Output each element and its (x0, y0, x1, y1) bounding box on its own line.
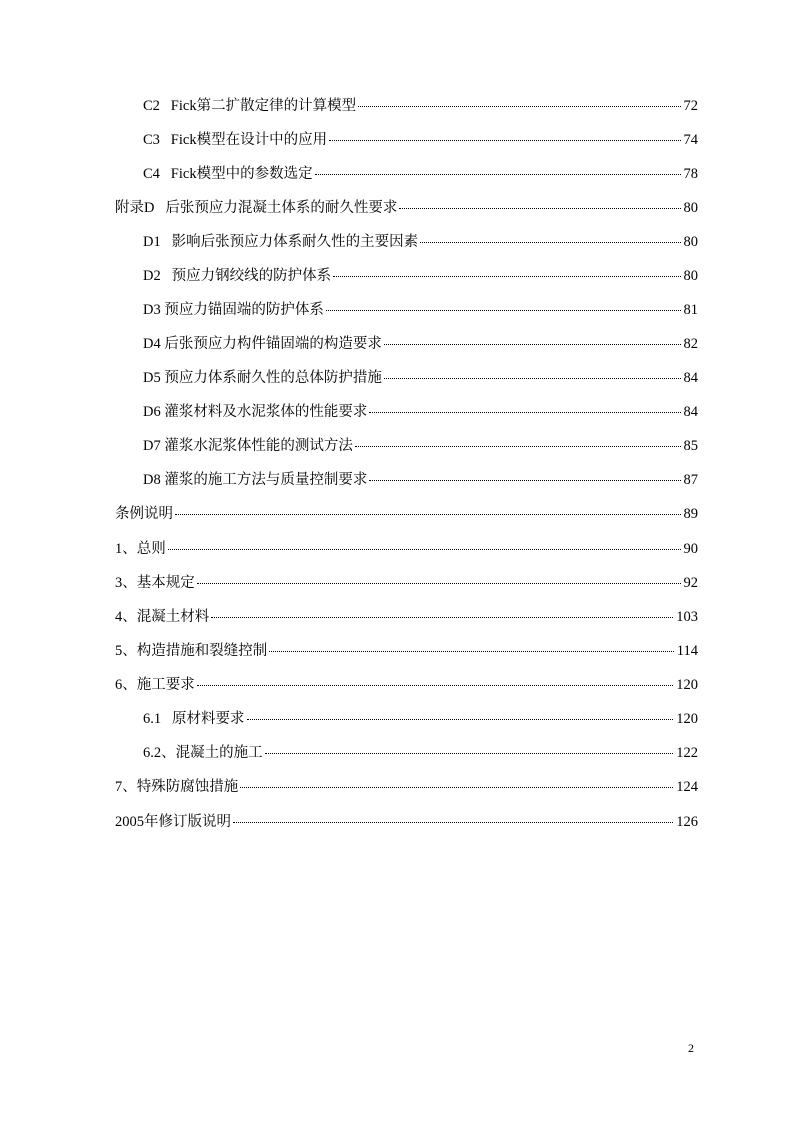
toc-entry-label: 1、总则 (115, 541, 166, 557)
toc-entry-2005-revision[interactable] (115, 813, 698, 831)
toc-leader-dots (369, 412, 680, 413)
toc-entry-label: 6.1 原材料要求 (143, 711, 245, 727)
toc-leader-dots (358, 106, 680, 107)
toc-entry-label: 2005年修订版说明 (115, 814, 231, 830)
toc-entry-c3[interactable] (143, 131, 698, 149)
toc-entry-label: C2 Fick第二扩散定律的计算模型 (143, 98, 357, 114)
toc-leader-dots (265, 753, 674, 754)
toc-entry-label: D2 预应力钢绞线的防护体系 (143, 268, 332, 284)
toc-entry-label: 7、特殊防腐蚀措施 (115, 779, 239, 795)
toc-entry-page: 120 (676, 711, 698, 727)
toc-entry-raw-materials[interactable] (143, 710, 698, 728)
toc-leader-dots (240, 787, 673, 788)
toc-entry-label: D4 后张预应力构件锚固端的构造要求 (143, 336, 382, 352)
toc-leader-dots (211, 617, 673, 618)
toc-entry-c2[interactable] (143, 97, 698, 115)
toc-entry-page: 80 (683, 234, 698, 250)
toc-leader-dots (197, 685, 674, 686)
toc-entry-page: 82 (683, 336, 698, 352)
toc-leader-dots (197, 583, 681, 584)
toc-entry-page: 81 (683, 302, 698, 318)
toc-leader-dots (175, 514, 681, 515)
toc-entry-page: 80 (683, 268, 698, 284)
toc-entry-d6[interactable] (143, 403, 698, 421)
toc-leader-dots (247, 719, 674, 720)
toc-leader-dots (233, 822, 673, 823)
toc-entry-page: 103 (676, 609, 698, 625)
toc-entry-page: 87 (683, 472, 698, 488)
toc-leader-dots (420, 242, 680, 243)
toc-entry-page: 89 (683, 506, 698, 522)
toc-leader-dots (355, 446, 681, 447)
toc-entry-c4[interactable] (143, 165, 698, 183)
toc-leader-dots (384, 378, 681, 379)
toc-entry-basic-rules[interactable] (115, 574, 698, 592)
toc-entry-label: 4、混凝土材料 (115, 609, 210, 625)
toc-entry-page: 126 (676, 814, 698, 830)
page-number: 2 (688, 1041, 694, 1055)
toc-entry-label: C4 Fick模型中的参数选定 (143, 166, 313, 182)
toc-entry-page: 72 (683, 98, 698, 114)
toc-entry-explanation[interactable] (115, 505, 698, 523)
toc-entry-page: 74 (683, 132, 698, 148)
toc-entry-page: 84 (683, 404, 698, 420)
toc-entry-page: 80 (683, 200, 698, 216)
toc-entry-d3[interactable] (143, 301, 698, 319)
toc-entry-label: D3 预应力锚固端的防护体系 (143, 302, 324, 318)
toc-entry-label: D5 预应力体系耐久性的总体防护措施 (143, 370, 382, 386)
toc-leader-dots (168, 549, 681, 550)
toc-entry-d7[interactable] (143, 437, 698, 455)
toc-leader-dots (399, 208, 680, 209)
toc-entry-page: 84 (683, 370, 698, 386)
toc-entry-label: 6.2、混凝土的施工 (143, 745, 263, 761)
toc-entry-construction-measures[interactable] (115, 642, 698, 660)
toc-entry-special-anticorrosion[interactable] (115, 778, 698, 796)
toc-entry-label: D8 灌浆的施工方法与质量控制要求 (143, 472, 368, 488)
toc-entry-label: D1 影响后张预应力体系耐久性的主要因素 (143, 234, 419, 250)
toc-entry-page: 114 (676, 643, 698, 659)
toc-entry-d2[interactable] (143, 267, 698, 285)
toc-entry-label: 附录D 后张预应力混凝土体系的耐久性要求 (115, 200, 398, 216)
toc-entry-label: C3 Fick模型在设计中的应用 (143, 132, 328, 148)
toc-entry-label: 3、基本规定 (115, 575, 195, 591)
toc-leader-dots (384, 344, 681, 345)
toc-leader-dots (326, 310, 681, 311)
toc-entry-page: 92 (683, 575, 698, 591)
toc-entry-concrete-construction[interactable] (143, 744, 698, 762)
toc-entry-appendix-d[interactable] (115, 199, 698, 217)
toc-entry-d5[interactable] (143, 369, 698, 387)
toc-entry-general[interactable] (115, 540, 698, 558)
toc-leader-dots (329, 140, 680, 141)
toc-entry-page: 122 (676, 745, 698, 761)
toc-entry-label: 条例说明 (115, 506, 173, 522)
toc-entry-page: 85 (683, 438, 698, 454)
toc-entry-d8[interactable] (143, 471, 698, 489)
toc-entry-label: D6 灌浆材料及水泥浆体的性能要求 (143, 404, 368, 420)
toc-leader-dots (315, 174, 681, 175)
toc-entry-d1[interactable] (143, 233, 698, 251)
toc-entry-page: 78 (683, 166, 698, 182)
toc-entry-d4[interactable] (143, 335, 698, 353)
toc-entry-label: 6、施工要求 (115, 677, 195, 693)
toc-leader-dots (369, 480, 680, 481)
toc-leader-dots (269, 651, 674, 652)
toc-entry-page: 120 (676, 677, 698, 693)
toc-entry-label: D7 灌浆水泥浆体性能的测试方法 (143, 438, 353, 454)
toc-entry-construction-requirements[interactable] (115, 676, 698, 694)
toc-entry-page: 124 (676, 779, 698, 795)
toc-entry-concrete-materials[interactable] (115, 608, 698, 626)
toc-leader-dots (333, 276, 680, 277)
toc-entry-label: 5、构造措施和裂缝控制 (115, 643, 268, 659)
toc-entry-page: 90 (683, 541, 698, 557)
